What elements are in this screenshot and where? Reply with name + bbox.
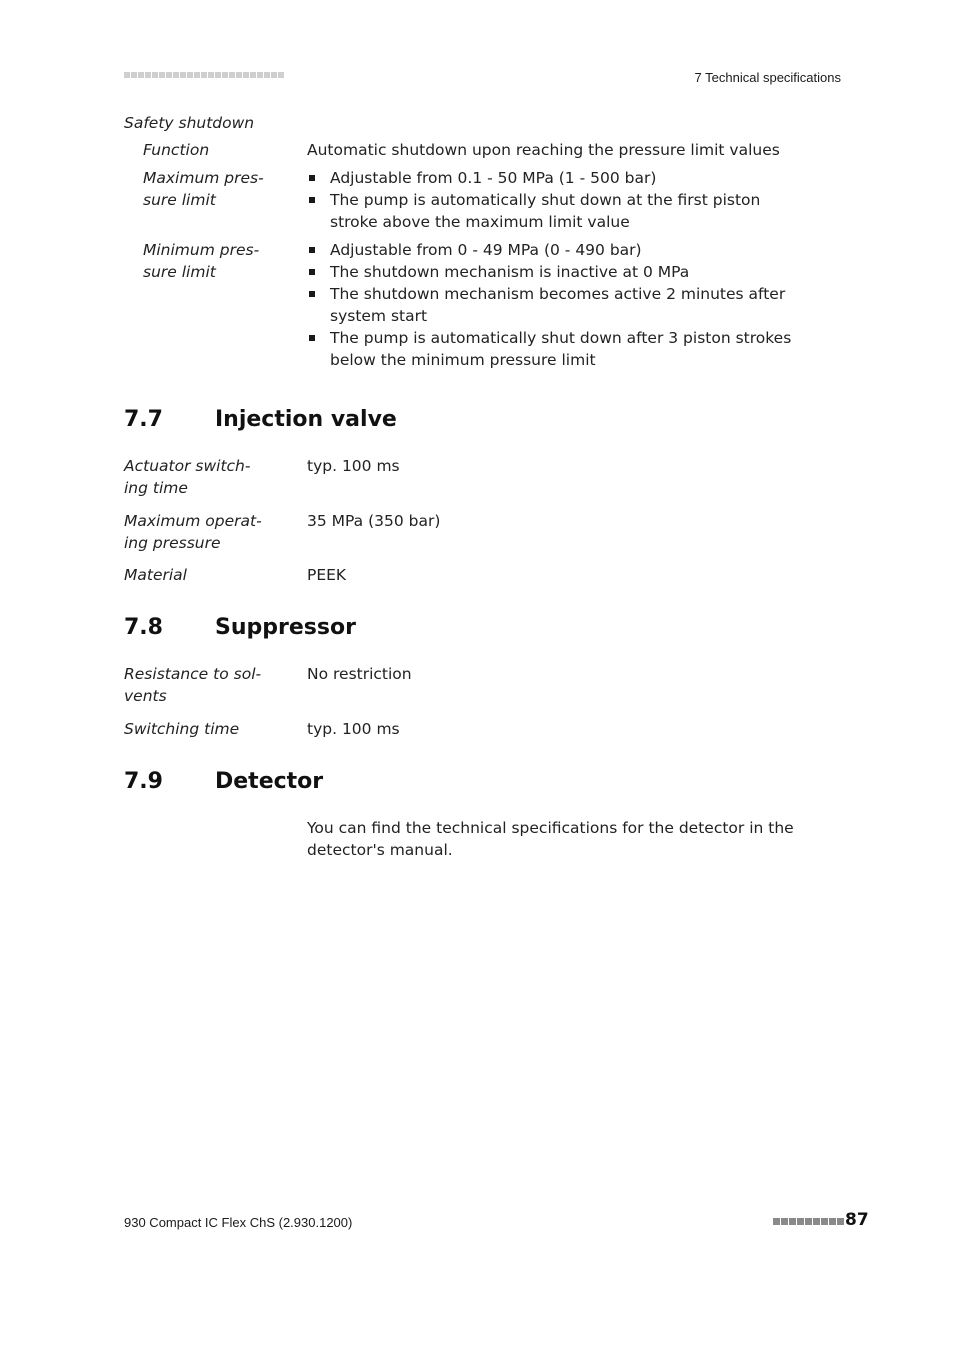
section-title: Suppressor (215, 615, 356, 640)
max-pressure-label-line1: Maximum pres- (143, 169, 264, 187)
list-item: The pump is automatically shut down at the first piston stroke above the maximum limit value (307, 189, 807, 233)
footer-product: 930 Compact IC Flex ChS (2.930.1200) (124, 1215, 353, 1230)
list-item: Adjustable from 0 - 49 MPa (0 - 490 bar) (307, 239, 807, 261)
solvent-resistance-value: No restriction (307, 665, 412, 683)
section-heading-suppressor (124, 614, 356, 642)
function-value: Automatic shutdown upon reaching the pressure limit values (307, 141, 780, 159)
section-title: Detector (215, 769, 324, 794)
page-number: 87 (845, 1210, 869, 1230)
max-pressure-label (143, 167, 293, 211)
header-chapter: 7 Technical specifications (694, 70, 841, 85)
footer-decoration (773, 1218, 844, 1225)
safety-shutdown-title: Safety shutdown (124, 114, 255, 132)
section-heading-injection-valve (124, 406, 397, 434)
solvent-resistance-label (124, 663, 261, 707)
section-title: Injection valve (215, 407, 397, 432)
function-label: Function (143, 141, 210, 159)
section-heading-detector (124, 768, 323, 796)
switching-time-label: Switching time (124, 720, 240, 738)
actuator-switching-time-label (124, 455, 250, 499)
label-line2: ing time (124, 479, 188, 497)
min-pressure-label-line1: Minimum pres- (143, 241, 260, 259)
section-number: 7.7 (124, 407, 163, 432)
list-item: The shutdown mechanism becomes active 2 minutes after system start (307, 283, 807, 327)
max-operating-pressure-value: 35 MPa (350 bar) (307, 512, 441, 530)
section-number: 7.8 (124, 615, 163, 640)
material-value: PEEK (307, 566, 347, 584)
label-line1: Resistance to sol- (124, 665, 262, 683)
max-pressure-label-line2: sure limit (143, 191, 216, 209)
min-pressure-label-line2: sure limit (143, 263, 216, 281)
min-pressure-list (307, 239, 807, 371)
list-item: The pump is automatically shut down after 3 piston strokes below the minimum pressure limit (307, 327, 807, 371)
min-pressure-label (143, 239, 293, 283)
label-line2: vents (124, 687, 167, 705)
actuator-switching-time-value: typ. 100 ms (307, 457, 400, 475)
max-pressure-list (307, 167, 807, 233)
list-item: The shutdown mechanism is inactive at 0 MPa (307, 261, 807, 283)
material-label: Material (124, 566, 187, 584)
max-operating-pressure-label (124, 510, 262, 554)
label-line2: ing pressure (124, 534, 221, 552)
detector-description: You can find the technical specifications for the detector in the detector's manual. (307, 819, 794, 859)
switching-time-value: typ. 100 ms (307, 720, 400, 738)
label-line1: Actuator switch- (124, 457, 251, 475)
list-item: Adjustable from 0.1 - 50 MPa (1 - 500 bar) (307, 167, 807, 189)
label-line1: Maximum operat- (124, 512, 262, 530)
header-decoration (124, 72, 284, 78)
section-number: 7.9 (124, 769, 163, 794)
